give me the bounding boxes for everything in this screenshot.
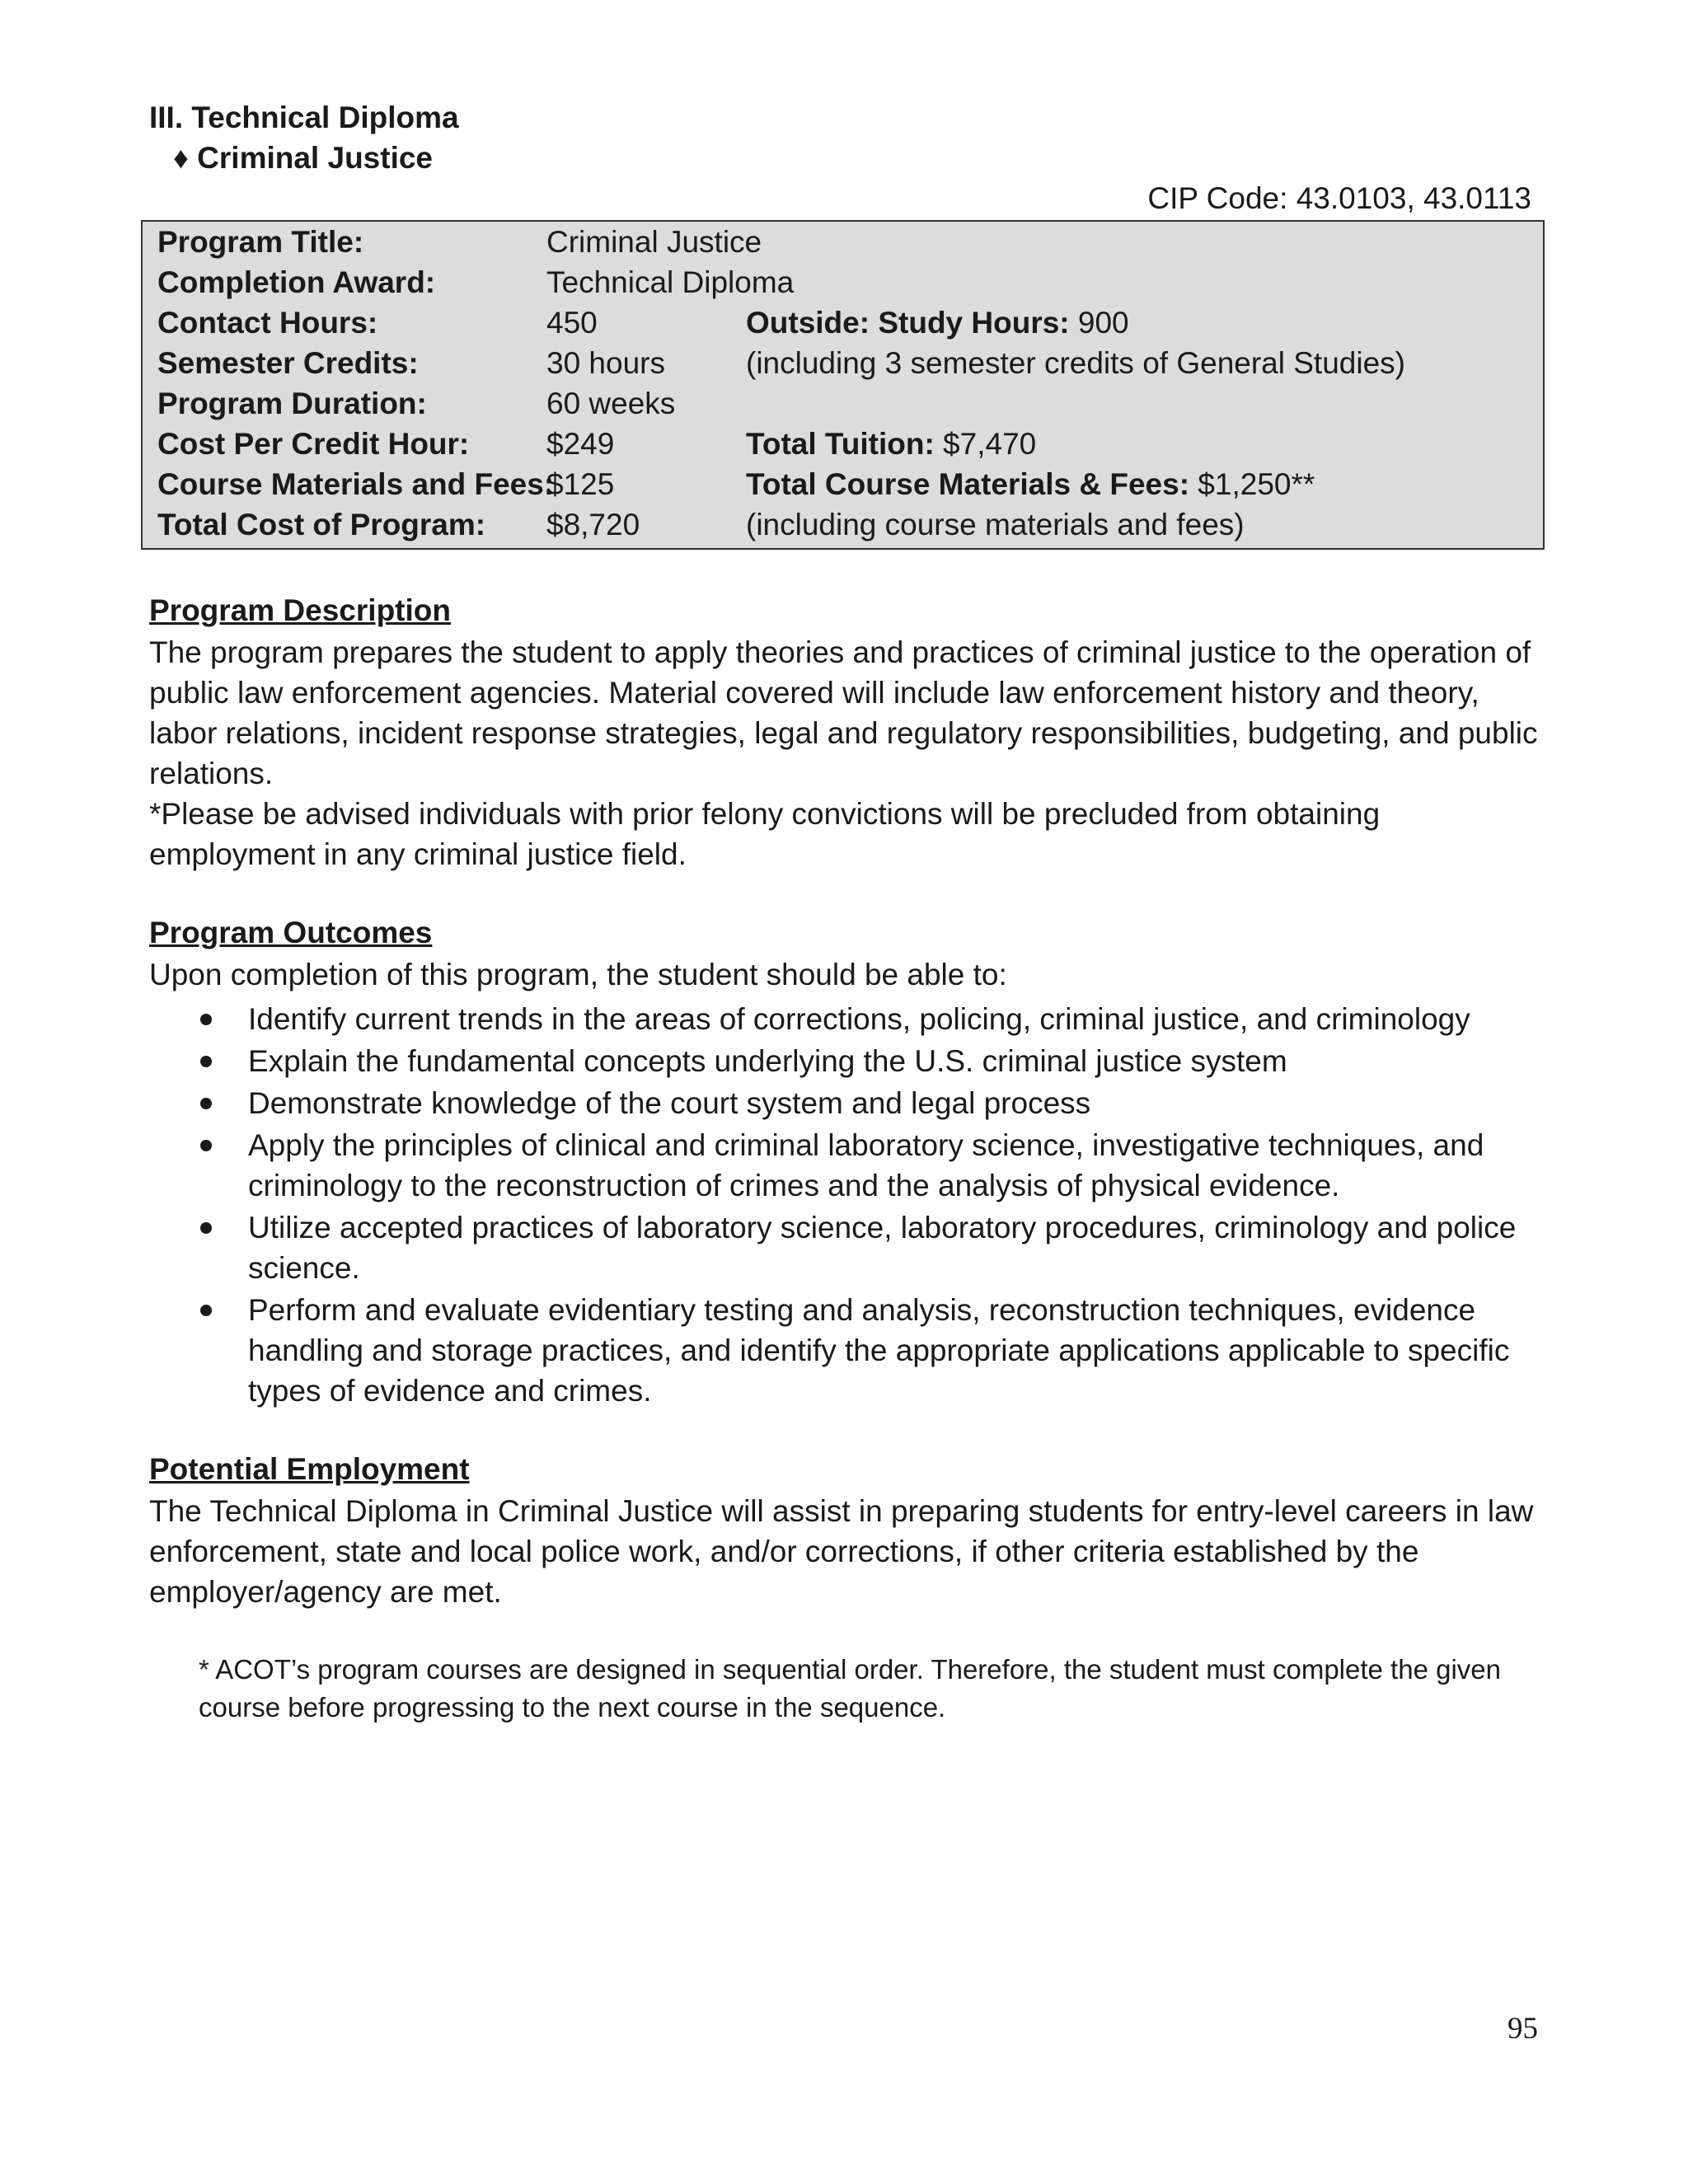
- outcome-text: Apply the principles of clinical and criminal laboratory science, investigative techniques, and criminology to the reconstruction of crimes and the analysis of physical evidence.: [248, 1128, 1484, 1202]
- info-label: Contact Hours:: [157, 306, 378, 340]
- info-label: Program Duration:: [157, 387, 427, 420]
- info-row-contact-hours: [143, 302, 1543, 343]
- program-name: Criminal Justice: [197, 141, 434, 175]
- info-value: 30 hours: [546, 346, 665, 380]
- bullet-icon: [200, 1014, 212, 1025]
- outcome-text: Explain the fundamental concepts underlying the U.S. criminal justice system: [248, 1044, 1287, 1078]
- list-item: [149, 999, 1550, 1039]
- info-extra: [746, 302, 1129, 343]
- felony-advisory-text: *Please be advised individuals with prior felony convictions will be precluded from obtaining employment in any criminal justice field.: [149, 797, 1381, 871]
- info-row-program-title: [143, 222, 1543, 262]
- info-value: Technical Diploma: [546, 265, 795, 299]
- info-value: $8,720: [546, 508, 640, 541]
- outcome-text: Identify current trends in the areas of corrections, policing, criminal justice, and criminology: [248, 1002, 1470, 1036]
- program-description-heading: Program Description: [149, 593, 451, 627]
- list-item: [149, 1083, 1550, 1123]
- info-extra-label: Total Tuition:: [746, 427, 935, 461]
- info-label: Program Title:: [157, 225, 364, 259]
- section-heading: III. Technical Diploma: [149, 101, 459, 134]
- info-extra: [746, 424, 1036, 464]
- outcomes-list: [149, 999, 1550, 1413]
- outcome-text: Demonstrate knowledge of the court system and legal process: [248, 1086, 1091, 1120]
- info-label: Semester Credits:: [157, 346, 419, 380]
- info-value: 450: [546, 306, 598, 340]
- info-value: $125: [546, 467, 615, 501]
- potential-employment-text: The Technical Diploma in Criminal Justice will assist in preparing students for entry-level careers in law enforcement, state and local police work, and/or corrections, if other criteria established by the employer/agency are met.: [149, 1494, 1534, 1609]
- cip-code: CIP Code: 43.0103, 43.0113: [1147, 181, 1531, 215]
- info-extra: (including 3 semester credits of General Studies): [746, 346, 1405, 380]
- info-row-completion-award: [143, 262, 1543, 302]
- list-item: [149, 1207, 1550, 1288]
- bullet-icon: [200, 1140, 212, 1151]
- info-label: Course Materials and Fees:: [157, 467, 555, 501]
- page-number: 95: [1507, 2012, 1538, 2046]
- info-row-materials-fees: [143, 464, 1543, 504]
- info-row-total-cost: [143, 504, 1543, 545]
- outcome-text: Utilize accepted practices of laboratory science, laboratory procedures, criminology and police science.: [248, 1211, 1517, 1285]
- info-value: 60 weeks: [546, 387, 676, 420]
- program-description-text: The program prepares the student to apply theories and practices of criminal justice to the operation of public law enforcement agencies. Material covered will include law enforcement history and theory, labor relations, incident response strategies, legal and regulatory responsibilities, budgeting, and public relations.: [149, 635, 1538, 790]
- program-subheading: [173, 141, 433, 176]
- potential-employment-heading: Potential Employment: [149, 1452, 470, 1486]
- sequential-order-footnote: * ACOT’s program courses are designed in sequential order. Therefore, the student must complete the given course before progressing to the next course in the sequence.: [199, 1654, 1501, 1722]
- info-value: Criminal Justice: [546, 225, 762, 259]
- info-extra-label: Total Course Materials & Fees:: [746, 467, 1190, 501]
- info-extra-value: $7,470: [934, 427, 1037, 461]
- outcomes-intro: Upon completion of this program, the student should be able to:: [149, 958, 1007, 991]
- info-row-program-duration: [143, 383, 1543, 424]
- diamond-bullet-icon: ♦: [173, 141, 189, 175]
- bullet-icon: [200, 1305, 212, 1316]
- program-outcomes-heading: Program Outcomes: [149, 916, 433, 949]
- info-extra-label: Outside: Study Hours:: [746, 306, 1070, 340]
- info-label: Cost Per Credit Hour:: [157, 427, 470, 461]
- bullet-icon: [200, 1056, 212, 1067]
- info-extra: (including course materials and fees): [746, 508, 1245, 541]
- bullet-icon: [200, 1098, 212, 1109]
- program-info-box: [141, 220, 1545, 550]
- info-label: Completion Award:: [157, 265, 436, 299]
- list-item: [149, 1041, 1550, 1081]
- info-extra-value: 900: [1069, 306, 1129, 340]
- list-item: [149, 1290, 1550, 1411]
- bullet-icon: [200, 1222, 212, 1234]
- outcome-text: Perform and evaluate evidentiary testing and analysis, reconstruction techniques, evidence handling and storage practices, and identify the appropriate applications applicable to specific types of evidence and crimes.: [248, 1293, 1510, 1408]
- info-label: Total Cost of Program:: [157, 508, 486, 541]
- info-row-semester-credits: [143, 343, 1543, 383]
- info-extra-value: $1,250**: [1189, 467, 1315, 501]
- info-row-cost-per-credit: [143, 424, 1543, 464]
- info-extra: [746, 464, 1315, 504]
- list-item: [149, 1125, 1550, 1206]
- info-value: $249: [546, 427, 615, 461]
